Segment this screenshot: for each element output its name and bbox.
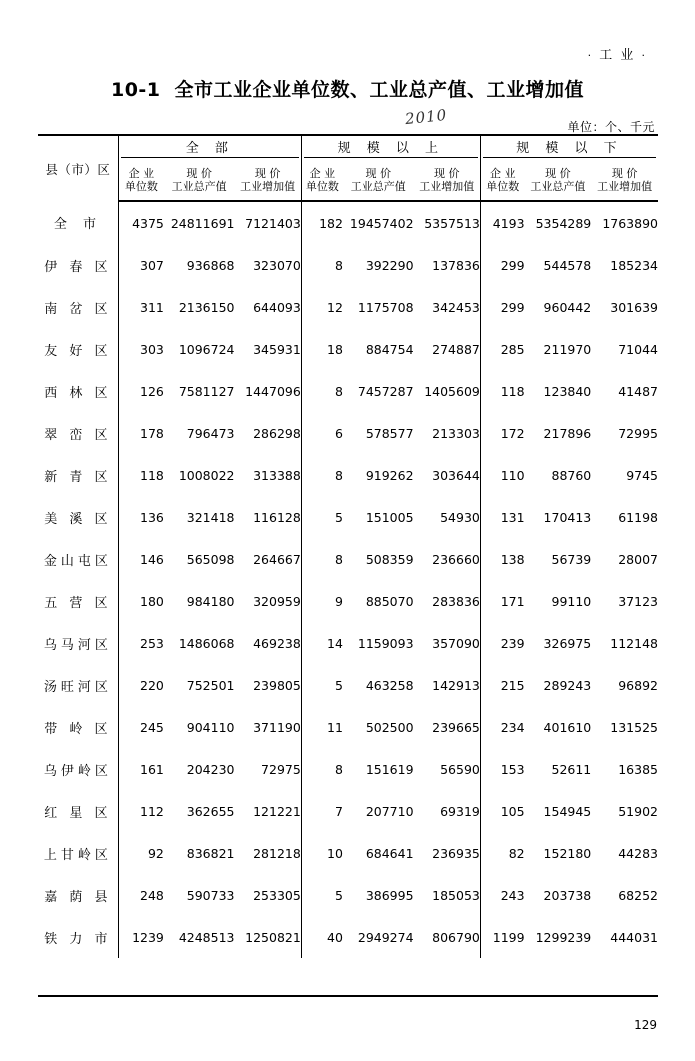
running-head-left-dot: · [587,49,594,62]
cell-all-gross-output: 24811691 [170,215,235,231]
row-label: 乌马河区 [43,637,112,653]
table-row [38,412,658,454]
cell-below-value-added: 44283 [618,845,658,861]
cell-above-value-added: 5357513 [424,215,480,231]
cell-below-units: 138 [480,538,524,580]
cell-all-gross-output: 321418 [186,509,235,525]
cell-all-units: 161 [118,748,164,790]
running-head [588,44,647,63]
table-row [38,538,658,580]
cell-below-units: 110 [480,454,524,496]
cell-below-value-added: 16385 [618,761,658,777]
row-label: 红 星 区 [44,805,112,821]
cell-all-units: 245 [118,706,164,748]
cell-all-gross-output: 7581127 [178,383,235,399]
group-header-above-scale: 规 模 以 上 [301,135,480,160]
cell-above-value-added: 69319 [440,803,480,819]
cell-all-value-added: 121221 [253,803,301,819]
cell-above-value-added: 357090 [432,635,480,651]
cell-below-units: 82 [480,832,524,874]
row-label: 乌伊岭区 [43,763,112,779]
cell-below-gross-output: 99110 [551,593,592,609]
col-header-all-value-added: 现 价 工业增加值 [234,160,301,201]
cell-below-value-added: 444031 [610,929,658,945]
cell-above-gross-output: 578577 [365,425,414,441]
col-header-above-units: 企 业 单位数 [301,160,343,201]
cell-all-value-added: 286298 [253,425,301,441]
cell-all-units: 248 [118,874,164,916]
cell-all-value-added: 72975 [261,761,301,777]
row-label: 伊 春 区 [44,259,112,275]
cell-all-units: 311 [118,286,164,328]
row-label: 友 好 区 [44,343,112,359]
statistics-table [38,134,658,958]
row-label: 铁 力 市 [44,931,112,947]
table-row [38,790,658,832]
cell-all-gross-output: 1008022 [178,467,235,483]
cell-all-value-added: 345931 [253,341,301,357]
row-label: 金山屯区 [43,553,112,569]
cell-all-value-added: 253305 [253,887,301,903]
cell-below-value-added: 112148 [610,635,658,651]
cell-above-units: 8 [301,370,343,412]
cell-below-gross-output: 217896 [543,425,592,441]
cell-below-units: 4193 [480,201,524,244]
unit-note: 单位：个、千元 [567,120,655,134]
cell-below-units: 234 [480,706,524,748]
cell-all-units: 126 [118,370,164,412]
cell-below-value-added: 37123 [618,593,658,609]
cell-above-gross-output: 885070 [365,593,414,609]
cell-below-gross-output: 211970 [543,341,592,357]
cell-above-units: 7 [301,790,343,832]
table-row [38,874,658,916]
cell-all-value-added: 7121403 [245,215,301,231]
cell-above-gross-output: 151005 [365,509,414,525]
cell-below-units: 118 [480,370,524,412]
table-group-header-row [38,135,658,160]
cell-above-gross-output: 502500 [365,719,414,735]
cell-below-units: 239 [480,622,524,664]
cell-above-gross-output: 207710 [365,803,414,819]
cell-below-value-added: 301639 [610,299,658,315]
table-row [38,286,658,328]
table-row [38,832,658,874]
table-bottom-rule [38,995,658,997]
cell-above-units: 12 [301,286,343,328]
cell-below-units: 153 [480,748,524,790]
table-row [38,244,658,286]
cell-above-value-added: 283836 [432,593,480,609]
cell-above-gross-output: 151619 [365,761,414,777]
cell-above-units: 40 [301,916,343,958]
running-head-text: 工 业 [599,48,636,63]
cell-above-gross-output: 884754 [365,341,414,357]
row-label: 翠 峦 区 [44,427,112,443]
table-row [38,370,658,412]
cell-above-value-added: 137836 [432,257,480,273]
table-number: 10-1 [110,79,161,101]
table-row [38,328,658,370]
cell-below-value-added: 185234 [610,257,658,273]
handwritten-year-annotation: 2010 [404,105,449,129]
cell-below-gross-output: 154945 [543,803,592,819]
row-label: 美 溪 区 [44,511,112,527]
table-row [38,664,658,706]
cell-below-units: 299 [480,244,524,286]
cell-all-gross-output: 565098 [186,551,235,567]
row-label: 全 市 [53,217,102,232]
cell-below-units: 285 [480,328,524,370]
cell-above-units: 5 [301,874,343,916]
cell-below-gross-output: 52611 [551,761,592,777]
cell-above-gross-output: 7457287 [357,383,414,399]
cell-all-gross-output: 836821 [186,845,235,861]
cell-above-value-added: 142913 [432,677,480,693]
cell-above-value-added: 185053 [432,887,480,903]
cell-below-gross-output: 544578 [543,257,592,273]
cell-above-units: 14 [301,622,343,664]
cell-below-value-added: 51902 [618,803,658,819]
col-header-above-value-added: 现 价 工业增加值 [414,160,481,201]
cell-all-units: 180 [118,580,164,622]
title-text: 全市工业企业单位数、工业总产值、工业增加值 [174,79,585,101]
cell-all-gross-output: 796473 [186,425,235,441]
cell-all-gross-output: 4248513 [178,929,235,945]
cell-above-value-added: 806790 [432,929,480,945]
cell-above-gross-output: 2949274 [357,929,414,945]
row-label: 带 岭 区 [44,721,112,737]
cell-below-units: 215 [480,664,524,706]
cell-all-units: 220 [118,664,164,706]
cell-all-gross-output: 904110 [186,719,235,735]
cell-below-units: 131 [480,496,524,538]
cell-below-value-added: 96892 [618,677,658,693]
table-row [38,622,658,664]
group-header-all: 全 部 [118,135,301,160]
cell-all-units: 92 [118,832,164,874]
row-label: 西 林 区 [44,385,112,401]
cell-below-gross-output: 960442 [543,299,592,315]
cell-above-units: 8 [301,748,343,790]
running-head-right-dot: · [641,49,647,62]
cell-above-value-added: 236660 [432,551,480,567]
cell-above-gross-output: 684641 [365,845,414,861]
row-label: 汤旺河区 [43,679,112,695]
cell-all-value-added: 469238 [253,635,301,651]
cell-all-gross-output: 984180 [186,593,235,609]
cell-all-gross-output: 590733 [186,887,235,903]
row-label: 嘉 荫 县 [44,889,112,905]
cell-above-gross-output: 463258 [365,677,414,693]
cell-below-gross-output: 203738 [543,887,592,903]
cell-above-units: 11 [301,706,343,748]
cell-below-gross-output: 401610 [543,719,592,735]
cell-all-units: 1239 [118,916,164,958]
cell-all-gross-output: 1096724 [178,341,235,357]
cell-above-gross-output: 386995 [365,887,414,903]
cell-below-units: 105 [480,790,524,832]
cell-all-units: 136 [118,496,164,538]
table-row [38,916,658,958]
cell-all-units: 146 [118,538,164,580]
cell-below-units: 243 [480,874,524,916]
cell-above-value-added: 274887 [432,341,480,357]
cell-above-units: 8 [301,454,343,496]
cell-below-value-added: 72995 [618,425,658,441]
cell-above-gross-output: 919262 [365,467,414,483]
col-header-above-gross-output: 现 价 工业总产值 [343,160,414,201]
cell-above-value-added: 303644 [432,467,480,483]
table-column-header-row [38,160,658,201]
cell-below-value-added: 41487 [618,383,658,399]
cell-above-value-added: 213303 [432,425,480,441]
cell-below-value-added: 9745 [626,467,658,483]
cell-all-value-added: 281218 [253,845,301,861]
cell-all-units: 253 [118,622,164,664]
cell-all-units: 307 [118,244,164,286]
cell-below-gross-output: 5354289 [535,215,592,231]
cell-above-value-added: 56590 [440,761,480,777]
cell-below-units: 1199 [480,916,524,958]
cell-below-gross-output: 123840 [543,383,592,399]
cell-all-gross-output: 752501 [186,677,235,693]
cell-all-units: 118 [118,454,164,496]
cell-above-units: 8 [301,244,343,286]
table-row [38,580,658,622]
table-row [38,706,658,748]
page-number: 129 [634,1018,657,1032]
cell-all-gross-output: 1486068 [178,635,235,651]
col-header-below-value-added: 现 价 工业增加值 [591,160,658,201]
cell-below-units: 172 [480,412,524,454]
table-row [38,496,658,538]
cell-above-value-added: 342453 [432,299,480,315]
cell-all-value-added: 323070 [253,257,301,273]
cell-above-gross-output: 1175708 [357,299,414,315]
cell-all-value-added: 264667 [253,551,301,567]
cell-all-value-added: 313388 [253,467,301,483]
col-header-all-gross-output: 现 价 工业总产值 [164,160,235,201]
cell-below-value-added: 61198 [618,509,658,525]
cell-all-value-added: 1250821 [245,929,301,945]
cell-all-gross-output: 936868 [186,257,235,273]
cell-above-units: 182 [301,201,343,244]
row-label: 五 营 区 [44,595,112,611]
cell-below-gross-output: 170413 [543,509,592,525]
cell-all-units: 178 [118,412,164,454]
cell-above-units: 9 [301,580,343,622]
group-header-below-scale: 规 模 以 下 [480,135,658,160]
cell-all-units: 4375 [118,201,164,244]
cell-all-value-added: 1447096 [245,383,301,399]
cell-above-gross-output: 1159093 [357,635,414,651]
cell-all-value-added: 644093 [253,299,301,315]
cell-above-gross-output: 392290 [365,257,414,273]
cell-all-units: 303 [118,328,164,370]
row-label: 新 青 区 [44,469,112,485]
stub-header: 县（市）区 [38,135,118,201]
cell-above-value-added: 236935 [432,845,480,861]
cell-below-units: 299 [480,286,524,328]
cell-all-gross-output: 2136150 [178,299,235,315]
cell-above-value-added: 54930 [440,509,480,525]
row-label: 南 岔 区 [44,301,112,317]
cell-above-units: 8 [301,538,343,580]
cell-below-gross-output: 56739 [551,551,592,567]
cell-below-gross-output: 88760 [551,467,592,483]
col-header-all-units: 企 业 单位数 [118,160,164,201]
cell-below-units: 171 [480,580,524,622]
table-row [38,454,658,496]
cell-below-gross-output: 152180 [543,845,592,861]
cell-above-gross-output: 508359 [365,551,414,567]
page-title [0,75,695,102]
col-header-below-gross-output: 现 价 工业总产值 [525,160,592,201]
cell-below-gross-output: 1299239 [535,929,592,945]
row-label: 上甘岭区 [43,847,112,863]
cell-all-value-added: 320959 [253,593,301,609]
cell-all-value-added: 239805 [253,677,301,693]
cell-above-value-added: 1405609 [424,383,480,399]
cell-above-gross-output: 19457402 [349,215,414,231]
cell-below-value-added: 71044 [618,341,658,357]
cell-above-units: 5 [301,664,343,706]
cell-above-units: 5 [301,496,343,538]
cell-below-gross-output: 289243 [543,677,592,693]
cell-below-value-added: 28007 [618,551,658,567]
cell-above-units: 10 [301,832,343,874]
cell-all-gross-output: 362655 [186,803,235,819]
cell-below-value-added: 131525 [610,719,658,735]
cell-above-value-added: 239665 [432,719,480,735]
cell-above-units: 18 [301,328,343,370]
cell-all-value-added: 116128 [253,509,301,525]
cell-below-gross-output: 326975 [543,635,592,651]
cell-all-units: 112 [118,790,164,832]
cell-below-value-added: 68252 [618,887,658,903]
cell-below-value-added: 1763890 [602,215,658,231]
col-header-below-units: 企 业 单位数 [480,160,524,201]
cell-above-units: 6 [301,412,343,454]
cell-all-gross-output: 204230 [186,761,235,777]
table-row [38,748,658,790]
table-row [38,201,658,244]
cell-all-value-added: 371190 [253,719,301,735]
